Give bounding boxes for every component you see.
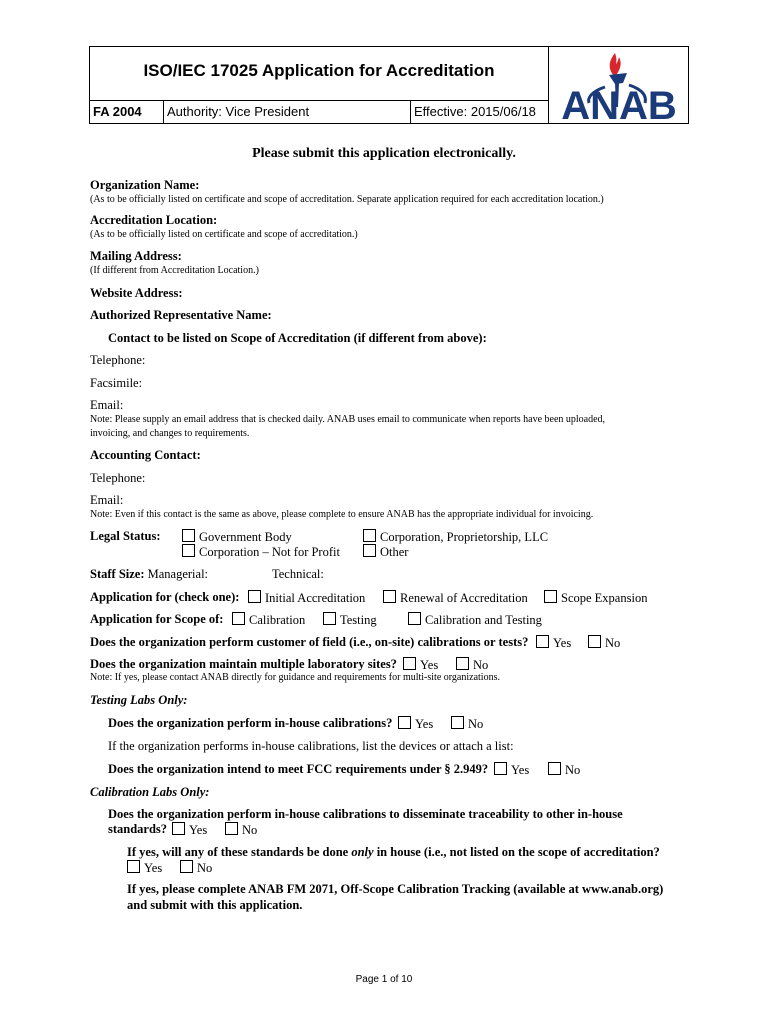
inhouse-yes[interactable]: Yes [398, 716, 433, 732]
app-for-initial[interactable]: Initial Accreditation [248, 590, 365, 606]
facsimile-label: Facsimile: [90, 376, 143, 390]
checkbox[interactable] [363, 529, 376, 542]
fcc-no[interactable]: No [548, 762, 580, 778]
form-instruction: If yes, please complete ANAB FM 2071, Off-Scope Calibration Tracking (available at www.anab.org) [127, 882, 664, 896]
email-note: Note: Please supply an email address that is checked daily. ANAB uses email to communicate when reports have been uploaded, [90, 414, 606, 425]
app-for-renewal[interactable]: Renewal of Accreditation [383, 590, 528, 606]
mailing-note: (If different from Accreditation Location.) [90, 265, 259, 276]
checkbox[interactable] [383, 590, 396, 603]
checkbox[interactable] [548, 762, 561, 775]
legal-option-other[interactable]: Other [363, 544, 408, 560]
acc-telephone-label: Telephone: [90, 471, 146, 485]
app-for-label: Application for (check one): [90, 590, 240, 604]
checkbox[interactable] [182, 529, 195, 542]
mailing-label: Mailing Address: [90, 249, 182, 263]
checkbox[interactable] [323, 612, 336, 625]
telephone-label: Telephone: [90, 353, 146, 367]
only-yes[interactable]: Yes [127, 860, 162, 876]
staff-size: Staff Size: Managerial: [90, 567, 209, 581]
inhouse-list-text: If the organization performs in-house calibrations, list the devices or attach a list: [108, 739, 514, 753]
accr-location-label: Accreditation Location: [90, 213, 218, 227]
form-id: FA 2004 [93, 104, 142, 119]
svg-text:ANAB: ANAB [561, 84, 677, 124]
fcc-yes[interactable]: Yes [494, 762, 529, 778]
sites-no[interactable]: No [456, 657, 488, 673]
checkbox[interactable] [403, 657, 416, 670]
accr-location-note: (As to be officially listed on certificate and scope of accreditation.) [90, 229, 358, 240]
question-field: Does the organization perform customer of field (i.e., on-site) calibrations or tests? [90, 635, 529, 649]
checkbox[interactable] [536, 635, 549, 648]
effective-date: Effective: 2015/06/18 [414, 104, 536, 119]
email-note: invoicing, and changes to requirements. [90, 428, 250, 439]
checkbox[interactable] [494, 762, 507, 775]
page-title: ISO/IEC 17025 Application for Accreditation [143, 61, 495, 80]
inhouse-no[interactable]: No [451, 716, 483, 732]
auth-rep-label: Authorized Representative Name: [90, 308, 272, 322]
legal-option-corporation[interactable]: Corporation, Proprietorship, LLC [363, 529, 548, 545]
only-no[interactable]: No [180, 860, 212, 876]
checkbox[interactable] [363, 544, 376, 557]
anab-logo [549, 47, 689, 124]
contact-scope-label: Contact to be listed on Scope of Accreditation (if different from above): [108, 331, 487, 345]
acc-note: Note: Even if this contact is the same as above, please complete to ensure ANAB has the appropriate individual for invoicing. [90, 509, 594, 520]
field-yes[interactable]: Yes [536, 635, 571, 651]
legal-option-government[interactable]: Government Body [182, 529, 292, 545]
scope-testing[interactable]: Testing [323, 612, 377, 628]
intro-text: Please submit this application electronically. [252, 146, 516, 161]
checkbox[interactable] [588, 635, 601, 648]
acc-email-label: Email: [90, 493, 124, 507]
checkbox[interactable] [544, 590, 557, 603]
checkbox[interactable] [180, 860, 193, 873]
checkbox[interactable] [451, 716, 464, 729]
divider [163, 100, 164, 124]
field-no[interactable]: No [588, 635, 620, 651]
divider [90, 100, 548, 101]
checkbox[interactable] [232, 612, 245, 625]
checkbox[interactable] [225, 822, 238, 835]
accounting-label: Accounting Contact: [90, 448, 201, 462]
testing-labs-heading: Testing Labs Only: [90, 693, 188, 707]
website-label: Website Address: [90, 286, 183, 300]
header-box [89, 46, 689, 124]
scope-calibration[interactable]: Calibration [232, 612, 305, 628]
org-name-label: Organization Name: [90, 178, 200, 192]
checkbox[interactable] [398, 716, 411, 729]
checkbox[interactable] [408, 612, 421, 625]
email-label: Email: [90, 398, 124, 412]
question-fcc: Does the organization intend to meet FCC requirements under § 2.949? [108, 762, 489, 776]
legal-status-label: Legal Status: [90, 529, 161, 543]
trace-yes[interactable]: Yes [172, 822, 207, 838]
calibration-labs-heading: Calibration Labs Only: [90, 785, 210, 799]
trace-no[interactable]: No [225, 822, 257, 838]
checkbox[interactable] [456, 657, 469, 670]
org-name-note: (As to be officially listed on certificate and scope of accreditation. Separate application required for each accreditation location.) [90, 194, 604, 205]
checkbox[interactable] [127, 860, 140, 873]
checkbox[interactable] [182, 544, 195, 557]
question-inhouse: Does the organization perform in-house calibrations? [108, 716, 393, 730]
checkbox[interactable] [248, 590, 261, 603]
legal-option-nonprofit[interactable]: Corporation – Not for Profit [182, 544, 340, 560]
page-number: Page 1 of 10 [355, 974, 413, 985]
app-for-expansion[interactable]: Scope Expansion [544, 590, 647, 606]
scope-cal-testing[interactable]: Calibration and Testing [408, 612, 542, 628]
question-traceability-cont: standards? [108, 822, 168, 836]
checkbox[interactable] [172, 822, 185, 835]
scope-of-label: Application for Scope of: [90, 612, 224, 626]
sites-note: Note: If yes, please contact ANAB directly for guidance and requirements for multi-site organizations. [90, 672, 500, 683]
sites-yes[interactable]: Yes [403, 657, 438, 673]
form-instruction-cont: and submit with this application. [127, 898, 303, 912]
authority: Authority: Vice President [167, 104, 310, 119]
question-traceability: Does the organization perform in-house calibrations to disseminate traceability to other in-house [108, 807, 623, 821]
staff-technical: Technical: [272, 567, 324, 581]
question-only-inhouse: If yes, will any of these standards be done only in house (i.e., not listed on the scope of accreditation? [127, 845, 660, 859]
divider [410, 100, 411, 124]
question-sites: Does the organization maintain multiple laboratory sites? [90, 657, 397, 671]
